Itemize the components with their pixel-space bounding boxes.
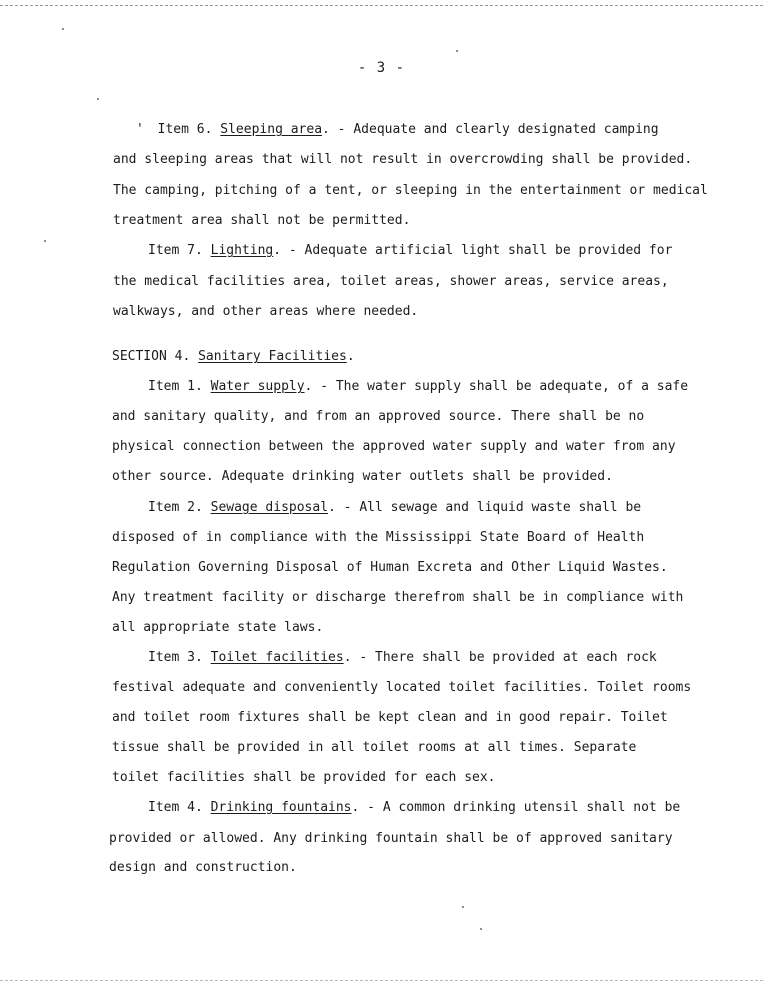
toilet-facilities-line: festival adequate and conveniently located toilet facilities. Toilet rooms: [112, 680, 692, 695]
toilet-facilities-rest: . - There shall be provided at each rock: [343, 650, 657, 665]
scan-speck: [462, 906, 464, 908]
sewage-disposal-line: disposed of in compliance with the Mississippi State Board of Health: [112, 530, 645, 545]
toilet-facilities-line: toilet facilities shall be provided for each sex.: [112, 770, 496, 785]
drinking-fountains-lead: Item 4.: [148, 800, 211, 815]
sewage-disposal-lead: Item 2.: [148, 500, 211, 515]
water-supply-rest: . - The water supply shall be adequate, of a safe: [304, 379, 689, 394]
drinking-fountains-line: provided or allowed. Any drinking fountain shall be of approved sanitary: [109, 831, 673, 846]
item-7-line: walkways, and other areas where needed.: [113, 304, 419, 319]
item-7-heading: Lighting: [210, 243, 274, 258]
toilet-facilities-lead: Item 3.: [148, 650, 211, 665]
section-heading: [112, 349, 355, 365]
sewage-disposal-line: Regulation Governing Disposal of Human Excreta and Other Liquid Wastes.: [112, 560, 668, 575]
item-6-rest: . - Adequate and clearly designated camping: [322, 122, 659, 137]
section-lead: SECTION 4.: [112, 349, 199, 364]
toilet-facilities-line: tissue shall be provided in all toilet rooms at all times. Separate: [112, 740, 637, 755]
item-6-first-line: [136, 122, 659, 138]
item-7-rest: . - Adequate artificial light shall be provided for: [273, 243, 673, 258]
water-supply-lead: Item 1.: [148, 379, 211, 394]
page-number: - 3 -: [357, 60, 406, 76]
water-supply-heading: Water supply: [210, 379, 305, 394]
drinking-fountains-rest: . - A common drinking utensil shall not be: [351, 800, 681, 815]
scan-speck: [97, 98, 99, 100]
sewage-disposal-line: Any treatment facility or discharge therefrom shall be in compliance with: [112, 590, 684, 605]
drinking-fountains-heading: Drinking fountains: [210, 800, 352, 815]
toilet-facilities-line: and toilet room fixtures shall be kept clean and in good repair. Toilet: [112, 710, 668, 725]
item-6-line: treatment area shall not be permitted.: [113, 213, 411, 228]
item-6-line: and sleeping areas that will not result in overcrowding shall be provided.: [113, 152, 693, 167]
scan-speck: [480, 928, 482, 930]
item-7-first-line: [148, 243, 672, 259]
water-supply-line: physical connection between the approved water supply and water from any: [112, 439, 676, 454]
scan-speck: [44, 240, 46, 242]
water-supply-line: other source. Adequate drinking water outlets shall be provided.: [112, 469, 613, 484]
sewage-disposal-first-line: [148, 500, 641, 516]
drinking-fountains-first-line: [148, 800, 680, 816]
sewage-disposal-rest: . - All sewage and liquid waste shall be: [328, 500, 642, 515]
section-tail: .: [346, 349, 355, 364]
drinking-fountains-line: design and construction.: [109, 860, 297, 875]
bottom-edge-dashes: [0, 980, 763, 981]
water-supply-line: and sanitary quality, and from an approved source. There shall be no: [112, 409, 645, 424]
item-7-lead: Item 7.: [148, 243, 211, 258]
sewage-disposal-line: all appropriate state laws.: [112, 620, 324, 635]
toilet-facilities-first-line: [148, 650, 657, 666]
top-edge-dashes: [0, 5, 763, 6]
water-supply-first-line: [148, 379, 688, 395]
sewage-disposal-heading: Sewage disposal: [210, 500, 329, 515]
stray-mark: ': [136, 122, 144, 137]
item-6-lead: Item 6.: [157, 122, 221, 137]
item-6-line: The camping, pitching of a tent, or sleeping in the entertainment or medical: [113, 183, 708, 198]
toilet-facilities-heading: Toilet facilities: [210, 650, 344, 665]
section-title: Sanitary Facilities: [198, 349, 347, 364]
scan-speck: [456, 50, 458, 52]
scan-speck: [62, 28, 64, 30]
item-6-heading: Sleeping area: [220, 122, 323, 137]
item-7-line: the medical facilities area, toilet areas, shower areas, service areas,: [113, 274, 669, 289]
